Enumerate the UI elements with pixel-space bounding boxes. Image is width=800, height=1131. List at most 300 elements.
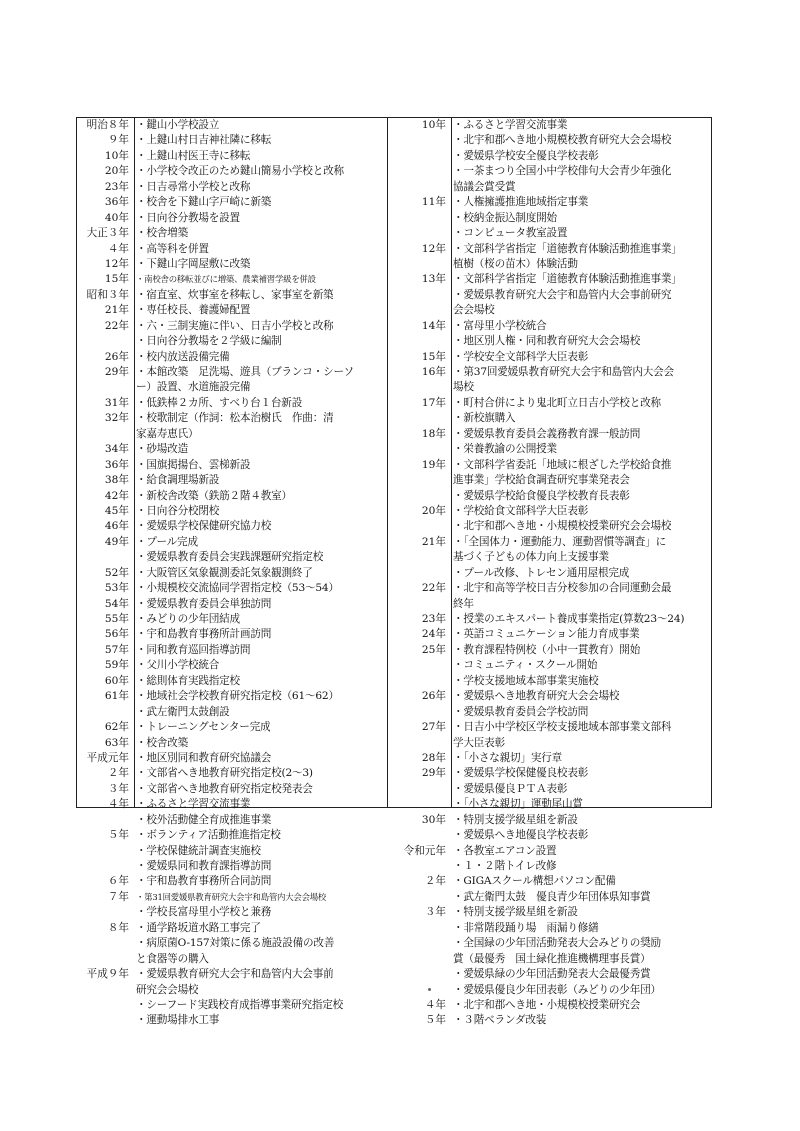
history-event: ・父川小学校統合 (136, 659, 220, 672)
history-event: ・「全国体力・運動能力、運動習慣等調査」に (453, 535, 666, 548)
history-year: 57年 (104, 643, 129, 656)
history-year: 10年 (421, 119, 446, 131)
history-event: ・校舎を下鍵山字戸崎に新築 (136, 196, 272, 209)
history-year: ４年 (107, 242, 129, 255)
history-event: ・校舎改築 (136, 736, 188, 749)
history-year: 16年 (421, 366, 446, 378)
history-row (388, 581, 711, 596)
history-year: 26年 (421, 690, 446, 703)
history-event: ・愛媛県教育委員会単独訪問 (136, 597, 272, 610)
history-event: ・学校安全文部科学大臣表彰 (453, 350, 589, 363)
history-event: 基づく子どもの体力向上支援事業 (453, 551, 609, 564)
history-row (388, 782, 711, 797)
history-year (388, 334, 450, 349)
history-row (77, 797, 387, 812)
history-row (77, 473, 387, 488)
history-event: ・新校舎改築（鉄筋２階４教室） (136, 489, 292, 502)
history-row (388, 427, 711, 442)
history-year: 62年 (104, 721, 129, 734)
history-row (77, 921, 387, 936)
history-row (388, 967, 711, 982)
history-row (77, 519, 387, 534)
history-row (388, 272, 711, 287)
history-year: 平成元年 (86, 751, 129, 764)
history-year (77, 334, 133, 349)
history-year: 29年 (421, 767, 446, 780)
history-year: 59年 (104, 659, 129, 672)
history-year (388, 133, 450, 148)
history-year: ２年 (107, 767, 129, 780)
history-row (388, 211, 711, 226)
history-event: ・人権擁護推進地域指定事業 (453, 196, 589, 209)
history-row (388, 905, 711, 920)
history-year: ３年 (424, 906, 446, 919)
history-event: ・日向谷分校閉校 (136, 504, 220, 517)
history-year (77, 705, 133, 720)
history-event: ・愛媛県教育研究大会宇和島管内大会事前 (136, 968, 334, 981)
history-year: ４年 (107, 798, 129, 811)
history-year: ７年 (107, 890, 129, 903)
history-row (388, 334, 711, 349)
history-year: ２年 (424, 875, 446, 888)
history-row (77, 164, 387, 179)
history-year: 13年 (421, 273, 446, 286)
history-event: 研究会会場校 (136, 983, 199, 996)
history-event: ・愛媛県学校安全優良学校表彰 (453, 149, 599, 162)
history-year (77, 844, 133, 859)
scan-dot (428, 988, 431, 991)
history-year: 40年 (104, 211, 129, 224)
history-row (77, 396, 387, 411)
history-row (388, 133, 711, 148)
history-year (388, 226, 450, 241)
history-year: 54年 (104, 597, 129, 610)
history-year: ８年 (107, 921, 129, 934)
history-row (77, 226, 387, 241)
history-year (388, 674, 450, 689)
history-row (77, 952, 387, 967)
history-event: ・学校保健統計調査実施校 (136, 844, 261, 857)
history-event: ・シーフード実践校育成指導事業研究指定校 (136, 998, 344, 1011)
history-year: ３年 (107, 782, 129, 795)
history-row (77, 272, 387, 287)
history-row (77, 411, 387, 426)
history-event: ・新校旗購入 (453, 412, 516, 425)
history-row (388, 195, 711, 210)
history-year: 20年 (421, 504, 446, 517)
history-table (76, 117, 712, 1027)
history-year: 26年 (104, 350, 129, 363)
history-row (388, 828, 711, 843)
history-event: ・みどりの少年団結成 (136, 613, 240, 625)
history-year: 30年 (421, 813, 446, 826)
history-row (388, 519, 711, 534)
history-year (388, 380, 450, 395)
history-event: ・北宇和郡へき地小規模校教育研究大会会場校 (453, 134, 672, 147)
history-year: 17年 (421, 396, 446, 409)
history-row (77, 612, 387, 627)
history-event: ・上鍵山村医王寺に移転 (136, 149, 251, 162)
history-year: 12年 (421, 242, 446, 255)
history-row (388, 813, 711, 828)
history-year: 11年 (421, 196, 446, 209)
history-row (77, 705, 387, 720)
history-event: ・地域社会学校教育研究指定校（61～62） (136, 690, 339, 703)
history-row (77, 504, 387, 519)
history-row (388, 550, 711, 565)
history-row (77, 597, 387, 612)
history-row (77, 350, 387, 365)
history-row (388, 689, 711, 704)
history-row (388, 226, 711, 241)
history-year: 14年 (421, 319, 446, 332)
history-year (388, 257, 450, 272)
history-row (77, 828, 387, 843)
history-event: ・武左衛門太鼓 優良青少年団体県知事賞 (453, 890, 651, 903)
history-row (77, 998, 387, 1013)
history-event: 協議会賞受賞 (453, 180, 516, 193)
history-year: ６年 (107, 875, 129, 888)
history-row (388, 164, 711, 179)
history-event: ・低鉄棒２カ所、すべり台１台新設 (136, 396, 303, 409)
history-row (388, 859, 711, 874)
history-year: 22年 (421, 582, 446, 595)
history-row (77, 581, 387, 596)
history-event: ・GIGAスクール構想パソコン配備 (453, 875, 616, 888)
history-row (77, 319, 387, 334)
history-year: 31年 (104, 396, 129, 409)
history-row (388, 674, 711, 689)
history-year (388, 164, 450, 179)
history-year: 昭和３年 (86, 288, 129, 301)
history-row (388, 180, 711, 195)
history-row (77, 844, 387, 859)
history-row (77, 288, 387, 303)
history-row (77, 195, 387, 210)
history-year (77, 905, 133, 920)
history-year (388, 566, 450, 581)
history-year: 53年 (104, 582, 129, 595)
history-year (388, 442, 450, 457)
history-event: ・ふるさと学習交流事業 (453, 119, 568, 131)
history-row (388, 612, 711, 627)
history-event: ・小規模校交流協同学習指定校（53～54） (136, 582, 339, 595)
history-event: ・コミュニティ・スクール開始 (453, 659, 598, 672)
history-year: 60年 (104, 674, 129, 687)
history-year: 36年 (104, 196, 129, 209)
history-row (77, 1013, 387, 1028)
history-row (388, 473, 711, 488)
history-event: ・校舎増築 (136, 227, 188, 240)
history-row (388, 658, 711, 673)
history-event: ・南校舎の移転並びに増築、農業補習学級を併設 (136, 274, 316, 285)
history-year (77, 952, 133, 967)
history-event: ・地区別人権・同和教育研究大会会場校 (453, 335, 641, 348)
history-event: ・特別支援学級星組を新設 (453, 813, 578, 826)
history-event: ・愛媛県教育委員会義務教育課一般訪問 (453, 427, 641, 440)
history-row (77, 983, 387, 998)
history-row (388, 442, 711, 457)
history-year: ９年 (107, 134, 129, 147)
history-row (388, 288, 711, 303)
history-year (77, 998, 133, 1013)
history-row (77, 674, 387, 689)
history-event: ・全国緑の少年団活動発表大会みどりの奨励 (453, 937, 661, 950)
history-event: ・愛媛県同和教育課指導訪問 (136, 860, 272, 872)
history-row (388, 890, 711, 905)
history-year: 27年 (421, 721, 446, 734)
history-event: ・「小さな親切」運動尾山賞 (453, 798, 583, 811)
history-row (388, 1013, 711, 1028)
history-event: 家嘉寿恵氏） (136, 427, 199, 440)
history-year (388, 736, 450, 751)
history-year (388, 489, 450, 504)
history-row (77, 643, 387, 658)
history-year: ５年 (107, 829, 129, 842)
history-event: 植樹（桜の苗木）体験活動 (453, 257, 578, 270)
history-event: ・富母里小学校統合 (453, 319, 547, 332)
history-row (77, 566, 387, 581)
history-year: 明治８年 (86, 119, 129, 131)
history-event: ・トレーニングセンター完成 (136, 721, 271, 734)
history-year (388, 473, 450, 488)
history-event: ・３階ベランダ改装 (453, 1014, 547, 1027)
history-row (388, 257, 711, 272)
history-year: 42年 (104, 489, 129, 502)
history-event: ・栄養教諭の公開授業 (453, 443, 557, 456)
history-year: 49年 (104, 535, 129, 548)
history-year (388, 550, 450, 565)
history-event: ・武左衛門太鼓創設 (136, 705, 230, 718)
history-row (388, 844, 711, 859)
column-divider (134, 118, 135, 807)
history-year: 28年 (421, 751, 446, 764)
history-row (77, 211, 387, 226)
history-event: ・プール改修、トレセン通用屋根完成 (453, 566, 630, 579)
history-event: ・英語コミュニケーション能力育成事業 (453, 628, 640, 641)
history-row (388, 458, 711, 473)
history-year (388, 149, 450, 164)
history-row (388, 720, 711, 735)
history-event: 会会場校 (453, 304, 495, 317)
history-year (388, 952, 450, 967)
history-event: ・学校給食文部科学大臣表彰 (453, 504, 589, 517)
history-event: ・愛媛県優良ＰＴＡ表彰 (453, 782, 568, 795)
history-year: 61年 (104, 690, 129, 703)
history-row (388, 936, 711, 951)
history-event: ・プール完成 (136, 535, 198, 548)
history-row (388, 998, 711, 1013)
history-year (388, 782, 450, 797)
history-year (388, 705, 450, 720)
history-row (77, 427, 387, 442)
history-year: 令和元年 (403, 844, 446, 857)
history-event: ・愛媛県緑の少年団活動発表大会最優秀賞 (453, 968, 651, 981)
history-year (388, 211, 450, 226)
history-year: 25年 (421, 643, 446, 656)
history-event: ・愛媛県教育委員会実践課題研究指定校 (136, 551, 324, 564)
history-event: ・文部科学省指定「道徳教育体験活動推進事業」 (453, 273, 682, 286)
history-year: 56年 (104, 628, 129, 641)
history-event: ・校歌制定（作詞：松本治樹氏 作曲：清 (136, 412, 334, 425)
history-row (388, 643, 711, 658)
history-event: ・愛媛県優良少年団表彰（みどりの少年団） (453, 983, 661, 996)
history-row (77, 627, 387, 642)
history-event: ・ボランティア活動推進指定校 (136, 829, 281, 842)
history-year: 24年 (421, 628, 446, 641)
history-year: 22年 (104, 319, 129, 332)
history-year: 10年 (104, 149, 129, 162)
history-row (77, 458, 387, 473)
history-year (77, 1013, 133, 1028)
history-event: ・校内放送設備完備 (136, 350, 230, 363)
history-row (77, 689, 387, 704)
history-row (77, 133, 387, 148)
history-row (77, 303, 387, 318)
history-event: と食器等の購入 (136, 952, 209, 965)
history-event: ・給食調理場新設 (136, 474, 220, 487)
history-row (388, 118, 711, 133)
history-row (388, 242, 711, 257)
history-event: ・校納金振込制度開始 (453, 211, 557, 224)
history-event: ・専任校長、養護婦配置 (136, 304, 251, 317)
history-event: 終年 (453, 597, 474, 610)
history-row (388, 797, 711, 812)
history-event: ・文部科学省委託「地域に根ざした学校給食推 (453, 458, 672, 471)
history-year: 18年 (421, 427, 446, 440)
history-year: 21年 (421, 535, 446, 548)
history-row (388, 705, 711, 720)
history-year: 46年 (104, 520, 129, 533)
history-year (388, 597, 450, 612)
history-year (388, 797, 450, 812)
history-row (388, 751, 711, 766)
history-event: ・小学校令改正のため鍵山簡易小学校と改称 (136, 165, 344, 178)
history-event: 賞（最優秀 国土緑化推進機構理事長賞） (453, 952, 651, 965)
history-event: ・北宇和郡へき地・小規模校授業研究会 (453, 998, 641, 1011)
history-year (388, 519, 450, 534)
history-event: ・通学路坂道水路工事完了 (136, 921, 261, 934)
history-year (388, 288, 450, 303)
history-year (77, 936, 133, 951)
history-event: ・本館改築 足洗場、遊具（ブランコ・シーソ (136, 366, 354, 378)
history-row (77, 936, 387, 951)
history-row (388, 504, 711, 519)
history-row (77, 242, 387, 257)
history-event: ・第37回愛媛県教育研究大会宇和島管内大会会 (453, 366, 674, 378)
history-event: ・第31回愛媛県教育研究大会宇和島管内大会会場校 (136, 891, 327, 902)
history-row (77, 720, 387, 735)
history-row (77, 180, 387, 195)
history-event: ・各教室エアコン設置 (453, 844, 557, 857)
history-year: 32年 (104, 412, 129, 425)
history-row (388, 627, 711, 642)
history-column-left (77, 118, 388, 1027)
history-event: ・校外活動健全育成推進事業 (136, 813, 272, 826)
history-event: ・愛媛県学校保健研究協力校 (136, 520, 272, 533)
history-row (388, 489, 711, 504)
history-row (388, 535, 711, 550)
history-event: ・鍵山小学校設立 (136, 119, 220, 131)
history-year (77, 550, 133, 565)
history-row (388, 736, 711, 751)
history-event: ・同和教育巡回指導訪問 (136, 643, 251, 656)
history-row (388, 303, 711, 318)
history-event: ・北宇和高等学校日吉分校参加の合同運動会最 (453, 582, 672, 595)
history-year (77, 427, 133, 442)
history-year: 45年 (104, 504, 129, 517)
history-row (388, 396, 711, 411)
history-event: ・文部科学省指定「道徳教育体験活動推進事業」 (453, 242, 682, 255)
history-year: 21年 (104, 304, 129, 317)
history-event: ・大阪管区気象観測委託気象観測終了 (136, 566, 313, 579)
history-year (77, 859, 133, 874)
history-row (388, 921, 711, 936)
history-year: 36年 (104, 458, 129, 471)
history-event: ・地区別同和教育研究協議会 (136, 751, 272, 764)
history-event: ・愛媛県教育研究大会宇和島管内大会事前研究 (453, 288, 672, 301)
history-event: ・文部省へき地教育研究指定校発表会 (136, 782, 313, 795)
history-year (388, 658, 450, 673)
column-divider (451, 118, 452, 807)
history-event: ・ふるさと学習交流事業 (136, 798, 251, 811)
history-event: ・一茶まつり全国小中学校俳句大会青少年強化 (453, 165, 672, 178)
history-event: ・砂場改造 (136, 443, 188, 456)
history-year (388, 828, 450, 843)
history-year (388, 890, 450, 905)
history-event: ・下鍵山字岡屋敷に改築 (136, 257, 251, 270)
history-event: ・非常階段踊り場 雨漏り修繕 (453, 921, 599, 934)
history-event: ・１・２階トイレ改修 (453, 860, 557, 872)
history-event: ・授業のエキスパート養成事業指定(算数23～24) (453, 613, 685, 625)
history-year (388, 983, 450, 998)
history-row (388, 365, 711, 380)
history-event: ・学校支援地域本部事業実施校 (453, 674, 599, 687)
history-year (388, 303, 450, 318)
history-event: ・愛媛県学校保健優良校表彰 (453, 767, 589, 780)
history-row (388, 350, 711, 365)
history-year (388, 936, 450, 951)
history-row (77, 890, 387, 905)
history-year: 大正３年 (86, 227, 129, 240)
history-row (77, 874, 387, 889)
history-row (77, 365, 387, 380)
history-row (388, 983, 711, 998)
history-event: ・町村合併により鬼北町立日吉小学校と改称 (453, 396, 661, 409)
history-row (77, 535, 387, 550)
history-event: ・北宇和郡へき地・小規模校授業研究会会場校 (453, 520, 672, 533)
history-year: 34年 (104, 443, 129, 456)
history-event: ・日吉尋常小学校と改称 (136, 180, 251, 193)
history-year (77, 813, 133, 828)
history-row (77, 334, 387, 349)
history-year: 29年 (104, 366, 129, 378)
history-year: ４年 (424, 998, 446, 1011)
history-year (77, 380, 133, 395)
history-year (388, 411, 450, 426)
history-row (388, 411, 711, 426)
history-row (77, 658, 387, 673)
history-event: ・学校長富母里小学校と兼務 (136, 906, 272, 919)
history-year: 15年 (104, 273, 129, 286)
history-year: 52年 (104, 566, 129, 579)
history-row (388, 766, 711, 781)
history-year: 38年 (104, 474, 129, 487)
history-event: 場校 (453, 381, 474, 394)
history-row (77, 380, 387, 395)
history-year (388, 859, 450, 874)
history-year: 平成９年 (86, 968, 129, 981)
